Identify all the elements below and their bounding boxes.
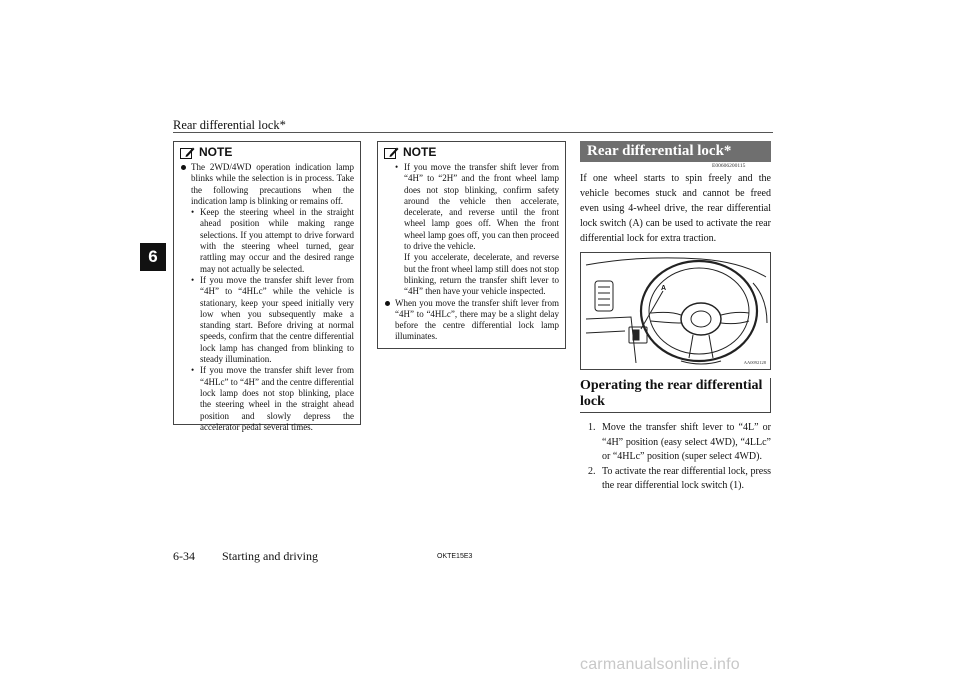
section-code: E00606200115 — [712, 163, 746, 169]
step-text: To activate the rear differential lock, press the rear differential lock switch (1). — [602, 465, 771, 491]
footer-code: OKTE15E3 — [437, 553, 473, 560]
footer-section-name: Starting and driving — [222, 549, 318, 563]
note-header — [180, 146, 354, 159]
step-number: 1. — [588, 422, 596, 433]
illustration-code: AA0092128 — [743, 360, 766, 365]
note-bullet: When you move the transfer shift lever from “4H” to “4HLc”, there may be a slight delay before the centre differential lock lamp illuminates. — [384, 298, 559, 343]
footer-page-number: 6-34 — [173, 549, 195, 563]
step-item — [588, 465, 771, 494]
note-header — [384, 146, 559, 159]
note-bullet: The 2WD/4WD operation indication lamp blinks while the selection is in process. Take the following precautions when the indication lamp is blinking or remains off. — [180, 162, 354, 207]
note-pencil-icon — [180, 146, 195, 159]
note-box-middle — [377, 141, 566, 349]
note-label: NOTE — [199, 144, 233, 159]
section-intro: If one wheel starts to spin freely and the vehicle becomes stuck and cannot be freed even using 4-wheel drive, the rear differential lock switch (A) can be used to activate the rear differential lock for extra traction. — [580, 173, 771, 244]
note-box-left — [173, 141, 361, 432]
step-text: Move the transfer shift lever to “4L” or “4H” position (easy select 4WD), “4LLc” or “4HLc” position (super select 4WD). — [602, 422, 771, 462]
note-sub-bullet: • Keep the steering wheel in the straight ahead position while making range selections. If you attempt to drive forward with the steering wheel turned, gear rattling may occur and the desired range may not actually be selected. — [180, 207, 354, 275]
section-title: Rear differential lock* — [580, 141, 771, 162]
subsection-title: Operating the rear differential lock — [580, 378, 771, 413]
step-item — [588, 421, 771, 465]
header-divider — [173, 132, 773, 133]
note-sub-bullet: • If you move the transfer shift lever from “4HLc” to “4H” and the centre differential lock lamp does not stop blinking, place the steering wheel in the straight ahead position and slowly depress the accelerator pedal several times. — [180, 365, 354, 433]
callout-label-a: A — [661, 285, 667, 292]
steering-wheel-dashboard-drawing — [581, 253, 770, 369]
dashboard-illustration — [580, 252, 771, 370]
note-sub-bullet: • If you move the transfer shift lever from “4H” to “2H” and the front wheel lamp does not stop blinking, confirm safety around the vehicle then accelerate, decelerate, and reverse until the front wheel lamp goes off. When the front wheel lamp goes off, you can then proceed to drive the vehicle. — [384, 162, 559, 252]
note-label: NOTE — [403, 144, 437, 159]
watermark: carmanualsonline.info — [580, 656, 740, 673]
note-sub-continuation: If you accelerate, decelerate, and reverse but the front wheel lamp still does not stop blinking, return the transfer shift lever to “4H” then have your vehicle inspected. — [404, 252, 559, 297]
step-number: 2. — [588, 465, 596, 477]
steps-list — [588, 421, 771, 494]
chapter-tab: 6 — [140, 243, 166, 271]
note-pencil-icon — [384, 146, 399, 159]
page-header-title: Rear differential lock* — [173, 118, 286, 132]
note-sub-bullet: • If you move the transfer shift lever from “4H” to “4HLc” while the vehicle is stationary, keep your speed initially very low when you subsequently make a standing start. Before driving at normal speeds, confirm that the centre differential lock lamp has changed from blinking to steady illumination. — [180, 275, 354, 365]
